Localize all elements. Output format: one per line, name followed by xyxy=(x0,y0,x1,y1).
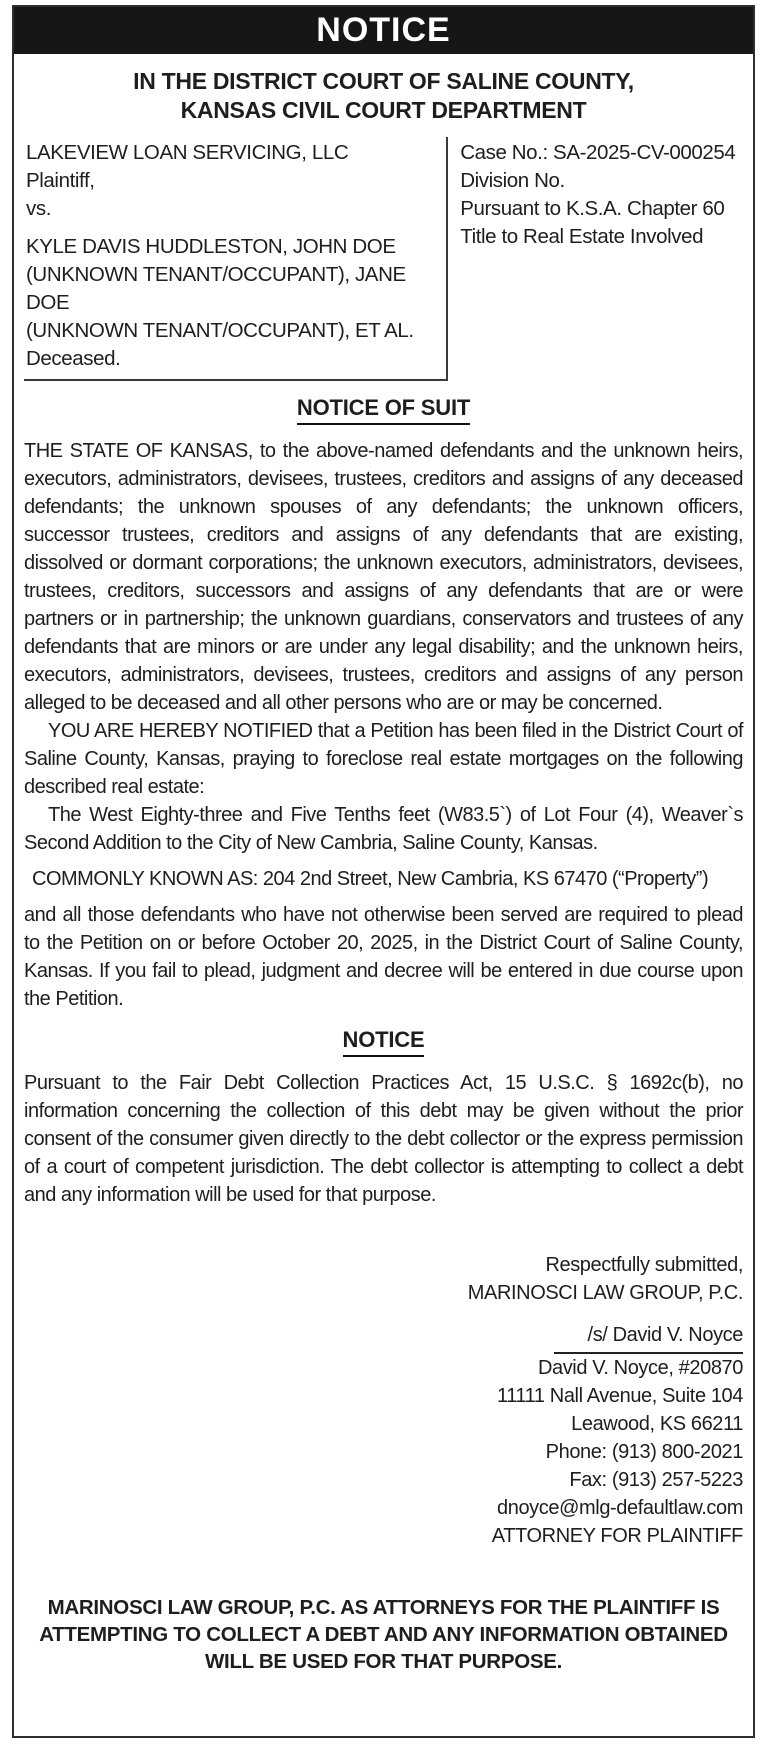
caption-case-info xyxy=(448,137,743,381)
firm-phone: Phone: (913) 800-2021 xyxy=(545,1441,743,1463)
defendant-line2: (UNKNOWN TENANT/OCCUPANT), JANE DOE xyxy=(26,263,406,314)
attorney-signature: /s/ David V. Noyce xyxy=(554,1321,743,1354)
attorney-role: ATTORNEY FOR PLAINTIFF xyxy=(491,1525,743,1547)
plaintiff-label: Plaintiff, xyxy=(26,169,95,192)
firm-address-line1: 11111 Nall Avenue, Suite 104 xyxy=(496,1385,743,1407)
fdcpa-heading: NOTICE xyxy=(24,1027,743,1057)
signature-block xyxy=(24,1251,743,1550)
notice-of-suit-paragraph2: YOU ARE HEREBY NOTIFIED that a Petition has been filed in the District Court of Saline County, Kansas, praying to foreclose real estate mortgages on the following described real estate: xyxy=(24,720,743,798)
firm-fax: Fax: (913) 257-5223 xyxy=(569,1469,743,1491)
notice-banner-title: NOTICE xyxy=(316,11,451,49)
court-header xyxy=(24,67,743,125)
court-header-line2: KANSAS CIVIL COURT DEPARTMENT xyxy=(180,97,587,123)
footer-disclaimer: MARINOSCI LAW GROUP, P.C. AS ATTORNEYS FOR THE PLAINTIFF IS ATTEMPTING TO COLLECT A DEBT AND ANY INFORMATION OBTAINED WILL BE USED FOR THAT PURPOSE. xyxy=(39,1596,728,1673)
title-involved: Title to Real Estate Involved xyxy=(460,225,704,248)
firm-email: dnoyce@mlg-defaultlaw.com xyxy=(497,1497,743,1519)
defendant-names xyxy=(26,233,438,345)
deceased-label: Deceased. xyxy=(26,347,121,370)
commonly-known-as: COMMONLY KNOWN AS: 204 2nd Street, New Cambria, KS 67470 (“Property”) xyxy=(32,868,709,890)
defendant-line1: KYLE DAVIS HUDDLESTON, JOHN DOE xyxy=(26,235,396,258)
legal-description: The West Eighty-three and Five Tenths feet (W83.5`) of Lot Four (4), Weaver`s Second Addition to the City of New Cambria, Saline County, Kansas. xyxy=(24,804,743,854)
plead-deadline-paragraph: and all those defendants who have not otherwise been served are required to plead to the Petition on or before October 20, 2025, in the District Court of Saline County, Kansas. If you fail to plead, judgment and decree will be entered in due course upon the Petition. xyxy=(24,904,743,1010)
attorney-name: David V. Noyce, #20870 xyxy=(537,1357,743,1379)
firm-name: MARINOSCI LAW GROUP, P.C. xyxy=(467,1282,743,1304)
legal-notice-page xyxy=(12,5,755,1738)
firm-address-line2: Leawood, KS 66211 xyxy=(571,1413,743,1435)
plaintiff-name: LAKEVIEW LOAN SERVICING, LLC xyxy=(26,141,349,164)
division-number: Division No. xyxy=(460,169,565,192)
case-caption xyxy=(24,137,743,381)
defendant-line3: (UNKNOWN TENANT/OCCUPANT), ET AL. xyxy=(26,319,414,342)
fdcpa-paragraph: Pursuant to the Fair Debt Collection Practices Act, 15 U.S.C. § 1692c(b), no information concerning the collection of this debt may be given without the prior consent of the consumer given directly to the debt collector or the express permission of a court of competent jurisdiction. The debt collector is attempting to collect a debt and any information will be used for that purpose. xyxy=(24,1072,743,1206)
notice-of-suit-heading: NOTICE OF SUIT xyxy=(24,395,743,425)
statute-reference: Pursuant to K.S.A. Chapter 60 xyxy=(460,197,725,220)
case-number: Case No.: SA-2025-CV-000254 xyxy=(460,141,736,164)
notice-banner xyxy=(14,7,753,54)
caption-parties xyxy=(24,137,448,381)
court-header-line1: IN THE DISTRICT COURT OF SALINE COUNTY, xyxy=(133,68,634,94)
notice-content xyxy=(14,67,753,1675)
respectfully-submitted: Respectfully submitted, xyxy=(545,1254,743,1276)
notice-of-suit-paragraph1: THE STATE OF KANSAS, to the above-named defendants and the unknown heirs, executors, administrators, devisees, trustees, creditors and assigns of any deceased defendants; the unknown spouses of any defendants; the unknown officers, successor trustees, creditors and assigns of any defendants that are existing, dissolved or dormant corporations; the unknown executors, administrators, devisees, trustees, creditors, successors and assigns of any defendants that are or were partners or in partnership; the unknown guardians, conservators and trustees of any defendants that are minors or are under any legal disability; and the unknown heirs, executors, administrators, devisees, trustees, creditors and assigns of any person alleged to be deceased and all other persons who are or may be concerned. xyxy=(24,440,743,714)
versus-label: vs. xyxy=(26,197,51,220)
